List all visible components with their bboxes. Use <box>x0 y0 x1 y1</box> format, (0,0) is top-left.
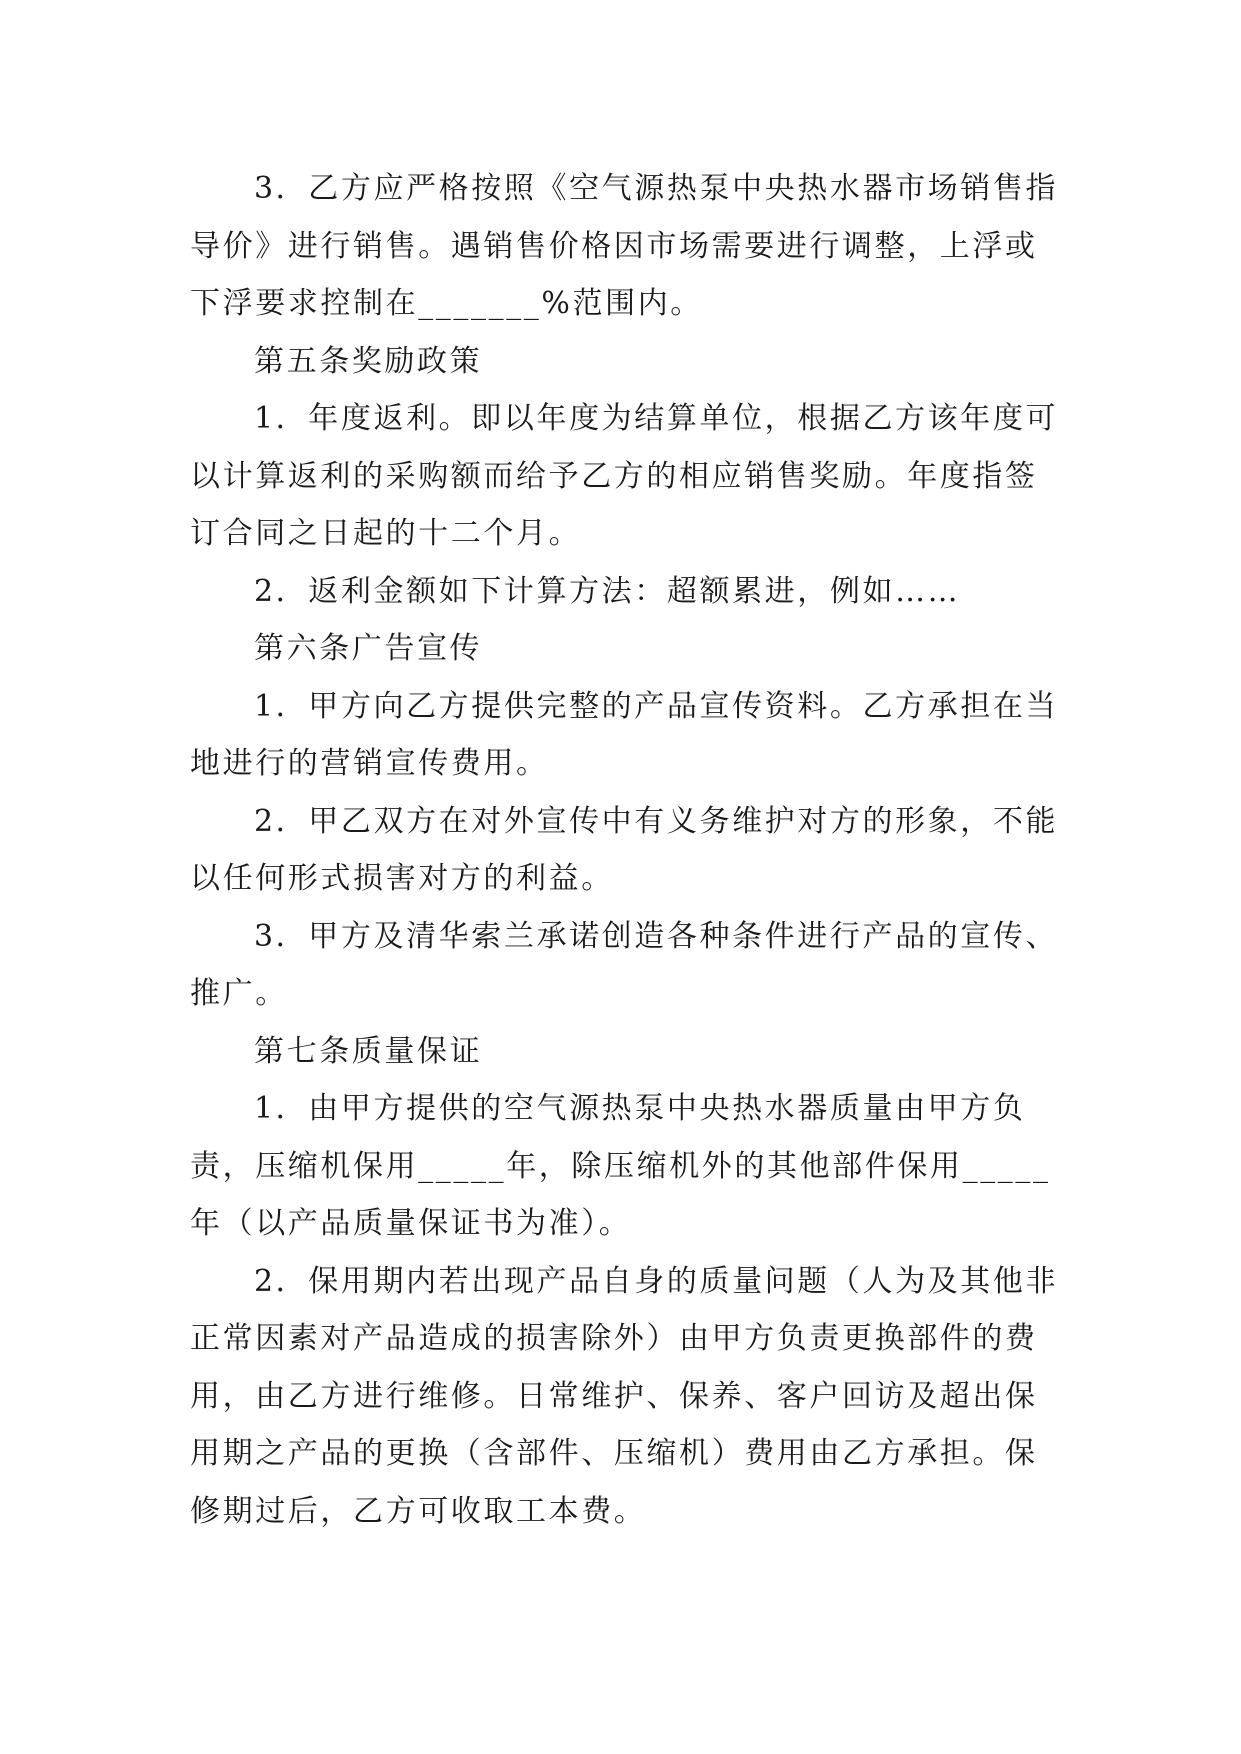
paragraph-warranty-repair: 2．保用期内若出现产品自身的质量问题（人为及其他非正常因素对产品造成的损害除外）由甲方负责更换部件的费用，由乙方进行维修。日常维护、保养、客户回访及超出保用期之产品的更换（含部件、压缩机）费用由乙方承担。保修期过后，乙方可收取工本费。 <box>190 1263 1059 1529</box>
paragraph-promo-materials: 1．甲方向乙方提供完整的产品宣传资料。乙方承担在当地进行的营销宣传费用。 <box>190 688 1059 781</box>
paragraph-warranty-period: 1．由甲方提供的空气源热泵中央热水器质量由甲方负责，压缩机保用_____年，除压缩机外的其他部件保用_____年（以产品质量保证书为准）。 <box>190 1091 1051 1241</box>
section-heading-rewards: 第五条奖励政策 <box>254 343 483 379</box>
paragraph-rebate-calculation: 2．返利金额如下计算方法：超额累进，例如…… <box>254 573 961 609</box>
paragraph-promotion-commitment: 3．甲方及清华索兰承诺创造各种条件进行产品的宣传、推广。 <box>190 918 1059 1011</box>
paragraph-annual-rebate: 1．年度返利。即以年度为结算单位，根据乙方该年度可以计算返利的采购额而给予乙方的相应销售奖励。年度指签订合同之日起的十二个月。 <box>190 401 1059 551</box>
paragraph-mutual-image: 2．甲乙双方在对外宣传中有义务维护对方的形象，不能以任何形式损害对方的利益。 <box>190 803 1059 896</box>
paragraph-price-control: 3．乙方应严格按照《空气源热泵中央热水器市场销售指导价》进行销售。遇销售价格因市场需要进行调整，上浮或下浮要求控制在_______%范围内。 <box>190 171 1059 321</box>
document-body <box>190 160 1060 1540</box>
section-heading-advertising: 第六条广告宣传 <box>254 631 483 666</box>
section-heading-quality: 第七条质量保证 <box>254 1033 483 1069</box>
